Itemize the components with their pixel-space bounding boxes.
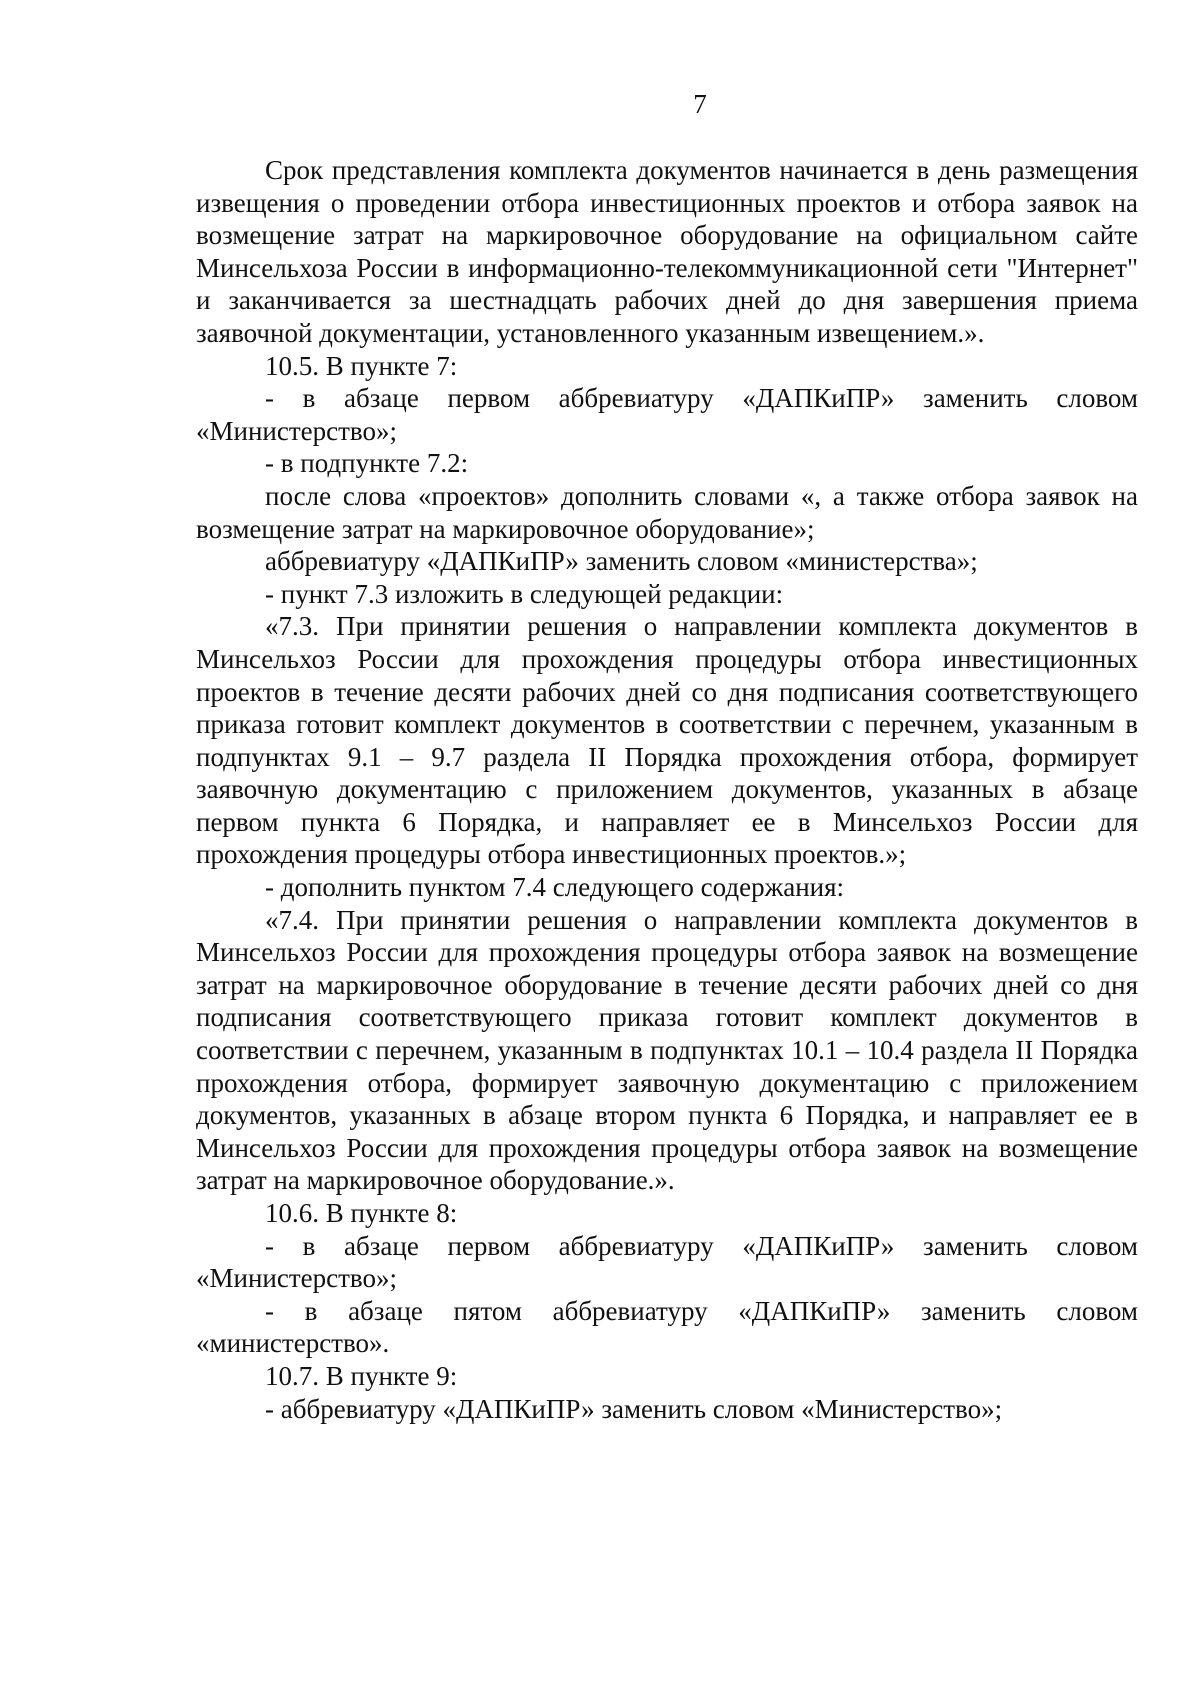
paragraph-10-7-item-1: - аббревиатуру «ДАПКиПР» заменить словом «Министерство»;: [265, 1393, 1003, 1424]
paragraph-7-4-text: «7.4. При принятии решения о направлении комплекта документов в Минсельхоз России для прохождения процедуры отбора заявок на возмещение затрат на маркировочное оборудование в течение десяти рабочих дней со дня подписания соответствующего приказа готовит комплект документов в соответствии с перечнем, указанным в подпунктах 10.1 – 10.4 раздела II Порядка прохождения отбора, формирует заявочную документацию с приложением документов, указанных в абзаце втором пункта 6 Порядка, и направляет ее в Минсельхоз России для прохождения процедуры отбора заявок на возмещение затрат на маркировочное оборудование.».: [196, 904, 1138, 1196]
page-number: 7: [693, 89, 707, 119]
paragraph-10-5-item-3: - пункт 7.3 изложить в следующей редакции:: [265, 578, 784, 609]
paragraph-deadline: Срок представления комплекта документов начинается в день размещения извещения о проведении отбора инвестиционных проектов и отбора заявок на возмещение затрат на маркировочное оборудование на официальном сайте Минсельхоза России в информационно-телекоммуникационной сети "Интернет" и заканчивается за шестнадцать рабочих дней до дня завершения приема заявочной документации, установленного указанным извещением.».: [196, 155, 1138, 348]
document-body: [196, 154, 1138, 1425]
paragraph-10-5-heading: 10.5. В пункте 7:: [265, 350, 458, 381]
paragraph-10-6-heading: 10.6. В пункте 8:: [265, 1198, 458, 1228]
paragraph-10-5-item-2: - в подпункте 7.2:: [265, 448, 469, 479]
paragraph-10-5-item-2a: после слова «проектов» дополнить словами «, а также отбора заявок на возмещение затрат на маркировочное оборудование»;: [196, 480, 1138, 544]
paragraph-10-5-item-2b: аббревиатуру «ДАПКиПР» заменить словом «министерства»;: [265, 546, 978, 577]
paragraph-7-3-text: «7.3. При принятии решения о направлении комплекта документов в Минсельхоз России для прохождения процедуры отбора инвестиционных проектов в течение десяти рабочих дней со дня подписания соответствующего приказа готовит комплект документов в соответствии с перечнем, указанным в подпунктах 9.1 – 9.7 раздела II Порядка прохождения отбора, формирует заявочную документацию с приложением документов, указанных в абзаце первом пункта 6 Порядка, и направляет ее в Минсельхоз России для прохождения процедуры отбора инвестиционных проектов.»;: [196, 611, 1138, 870]
paragraph-10-7-heading: 10.7. В пункте 9:: [265, 1360, 458, 1391]
paragraph-10-6-item-1: - в абзаце первом аббревиатуру «ДАПКиПР» заменить словом «Министерство»;: [196, 1230, 1138, 1294]
paragraph-10-5-item-1: - в абзаце первом аббревиатуру «ДАПКиПР» заменить словом «Министерство»;: [196, 383, 1138, 446]
paragraph-10-6-item-2: - в абзаце пятом аббревиатуру «ДАПКиПР» заменить словом «министерство».: [196, 1295, 1138, 1359]
paragraph-10-5-item-4: - дополнить пунктом 7.4 следующего содержания:: [265, 872, 845, 903]
